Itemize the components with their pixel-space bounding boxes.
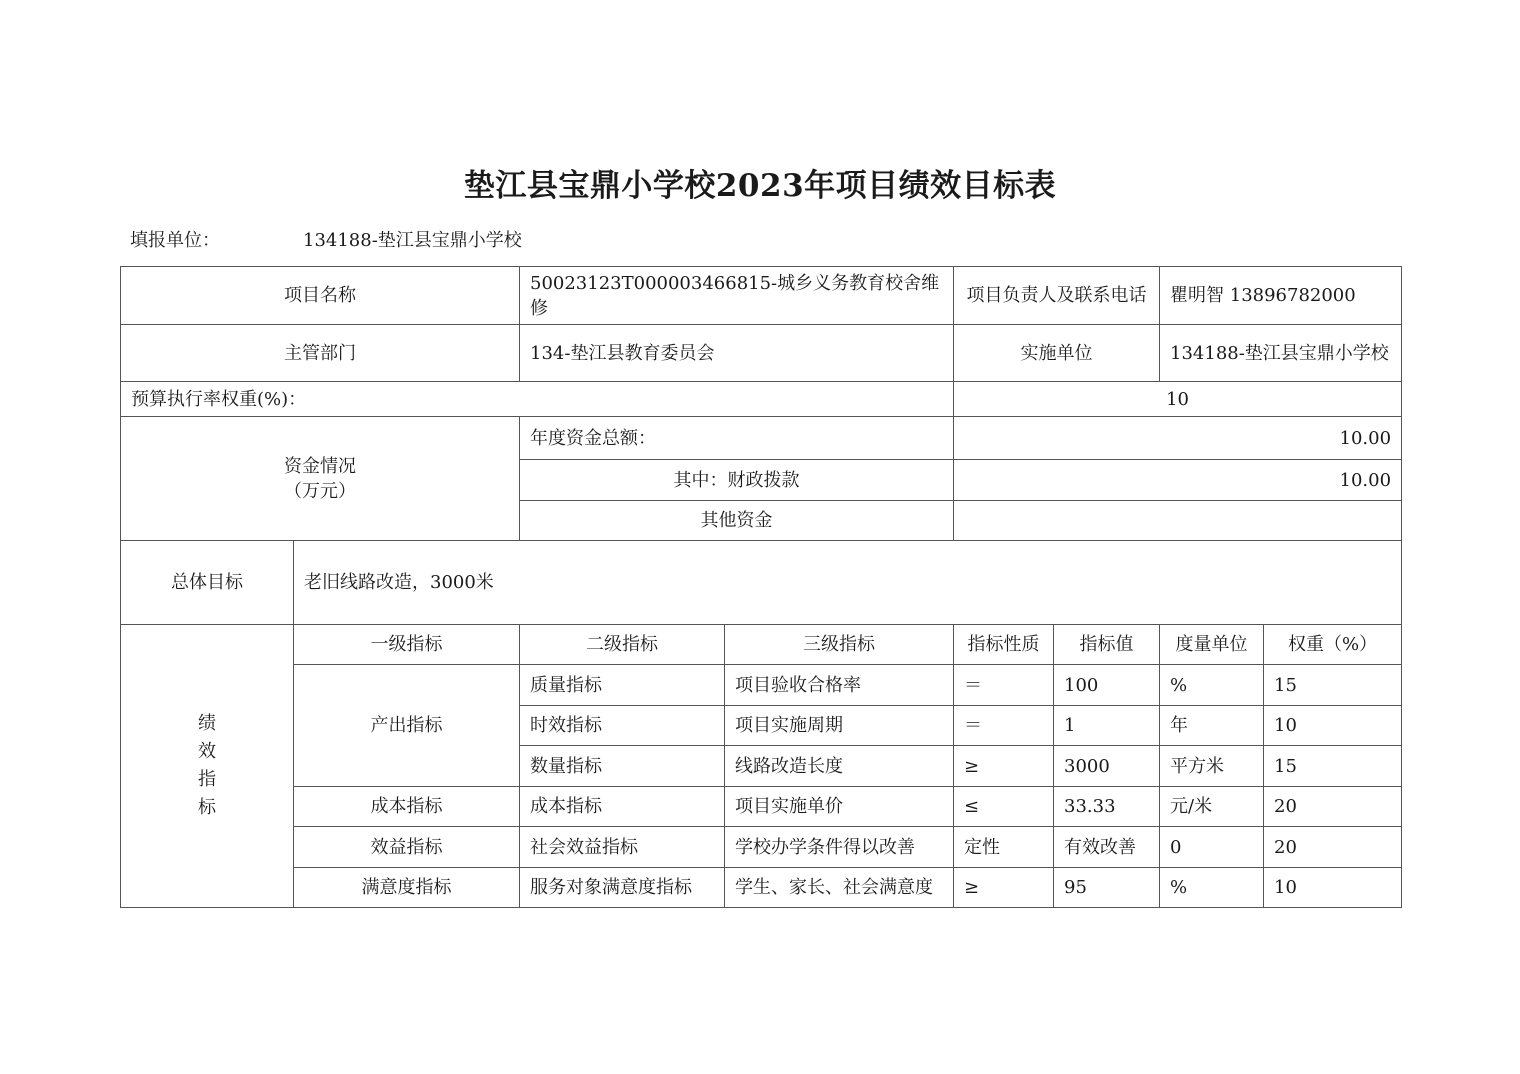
weight-cell: 10: [1264, 868, 1402, 908]
goal-label: 总体目标: [121, 541, 294, 625]
funds-other-label: 其他资金: [520, 501, 954, 541]
indicators-label: [121, 625, 294, 908]
dept-value: 134-垫江县教育委员会: [520, 325, 954, 382]
level2-cell: 服务对象满意度指标: [520, 868, 725, 908]
weight-cell: 20: [1264, 787, 1402, 827]
impl-unit-label: 实施单位: [954, 325, 1160, 382]
level2-cell: 质量指标: [520, 665, 725, 706]
weight-cell: 10: [1264, 706, 1402, 746]
level1-cell: 产出指标: [294, 665, 520, 787]
weight-cell: 20: [1264, 827, 1402, 868]
impl-unit-value: 134188-垫江县宝鼎小学校: [1160, 325, 1402, 382]
value-cell: 33.33: [1054, 787, 1160, 827]
nature-cell: 定性: [954, 827, 1054, 868]
page-title: 垫江县宝鼎小学校2023年项目绩效目标表: [463, 168, 1057, 204]
funds-total-label: 年度资金总额：: [520, 417, 954, 460]
indicators-label-char: 绩: [198, 713, 216, 734]
level1-cell: 效益指标: [294, 827, 520, 868]
level2-cell: 时效指标: [520, 706, 725, 746]
header-level2: 二级指标: [520, 625, 725, 665]
unit-cell: 年: [1160, 706, 1264, 746]
nature-cell: ≤: [954, 787, 1054, 827]
level3-cell: 学生、家长、社会满意度: [725, 868, 954, 908]
header-level3: 三级指标: [725, 625, 954, 665]
nature-cell: ＝: [954, 706, 1054, 746]
unit-cell: 0: [1160, 827, 1264, 868]
header-value: 指标值: [1054, 625, 1160, 665]
level1-cell: 成本指标: [294, 787, 520, 827]
filler-label: 填报单位：: [130, 230, 220, 251]
funds-other-value: [954, 501, 1402, 541]
budget-weight-label: 预算执行率权重(%)：: [121, 382, 954, 417]
funds-label: [121, 417, 520, 541]
level2-cell: 社会效益指标: [520, 827, 725, 868]
level2-cell: 成本指标: [520, 787, 725, 827]
nature-cell: ≥: [954, 868, 1054, 908]
header-level1: 一级指标: [294, 625, 520, 665]
level3-cell: 项目验收合格率: [725, 665, 954, 706]
weight-cell: 15: [1264, 665, 1402, 706]
level3-cell: 学校办学条件得以改善: [725, 827, 954, 868]
nature-cell: ≥: [954, 746, 1054, 787]
filler-value: 134188-垫江县宝鼎小学校: [303, 230, 522, 251]
dept-label: 主管部门: [121, 325, 520, 382]
nature-cell: ＝: [954, 665, 1054, 706]
contact-value: 瞿明智 13896782000: [1160, 267, 1402, 325]
funds-fiscal-value: 10.00: [954, 460, 1402, 501]
value-cell: 有效改善: [1054, 827, 1160, 868]
level2-cell: 数量指标: [520, 746, 725, 787]
funds-total-value: 10.00: [954, 417, 1402, 460]
unit-cell: %: [1160, 868, 1264, 908]
level3-cell: 项目实施单价: [725, 787, 954, 827]
project-name-label: 项目名称: [121, 267, 520, 325]
header-weight: 权重（%）: [1264, 625, 1402, 665]
level3-cell: 项目实施周期: [725, 706, 954, 746]
header-unit: 度量单位: [1160, 625, 1264, 665]
value-cell: 1: [1054, 706, 1160, 746]
level3-cell: 线路改造长度: [725, 746, 954, 787]
table-row: [121, 868, 1402, 908]
table-row: [121, 827, 1402, 868]
value-cell: 95: [1054, 868, 1160, 908]
funds-fiscal-label: 其中：财政拨款: [520, 460, 954, 501]
unit-cell: %: [1160, 665, 1264, 706]
table-row: [121, 665, 1402, 706]
unit-cell: 元/米: [1160, 787, 1264, 827]
value-cell: 3000: [1054, 746, 1160, 787]
project-name-value: 50023123T000003466815-城乡义务教育校舍维修: [520, 267, 954, 325]
weight-cell: 15: [1264, 746, 1402, 787]
funds-label-line1: 资金情况: [284, 455, 356, 477]
header-nature: 指标性质: [954, 625, 1054, 665]
funds-label-line2: （万元）: [284, 480, 356, 502]
performance-table: [120, 266, 1402, 908]
value-cell: 100: [1054, 665, 1160, 706]
contact-label: 项目负责人及联系电话: [954, 267, 1160, 325]
budget-weight-value: 10: [954, 382, 1402, 417]
level1-cell: 满意度指标: [294, 868, 520, 908]
indicators-label-char: 指: [198, 769, 216, 790]
unit-cell: 平方米: [1160, 746, 1264, 787]
indicators-label-char: 效: [198, 741, 216, 762]
goal-value: 老旧线路改造，3000米: [294, 541, 1402, 625]
table-row: [121, 787, 1402, 827]
indicators-label-char: 标: [198, 797, 216, 818]
